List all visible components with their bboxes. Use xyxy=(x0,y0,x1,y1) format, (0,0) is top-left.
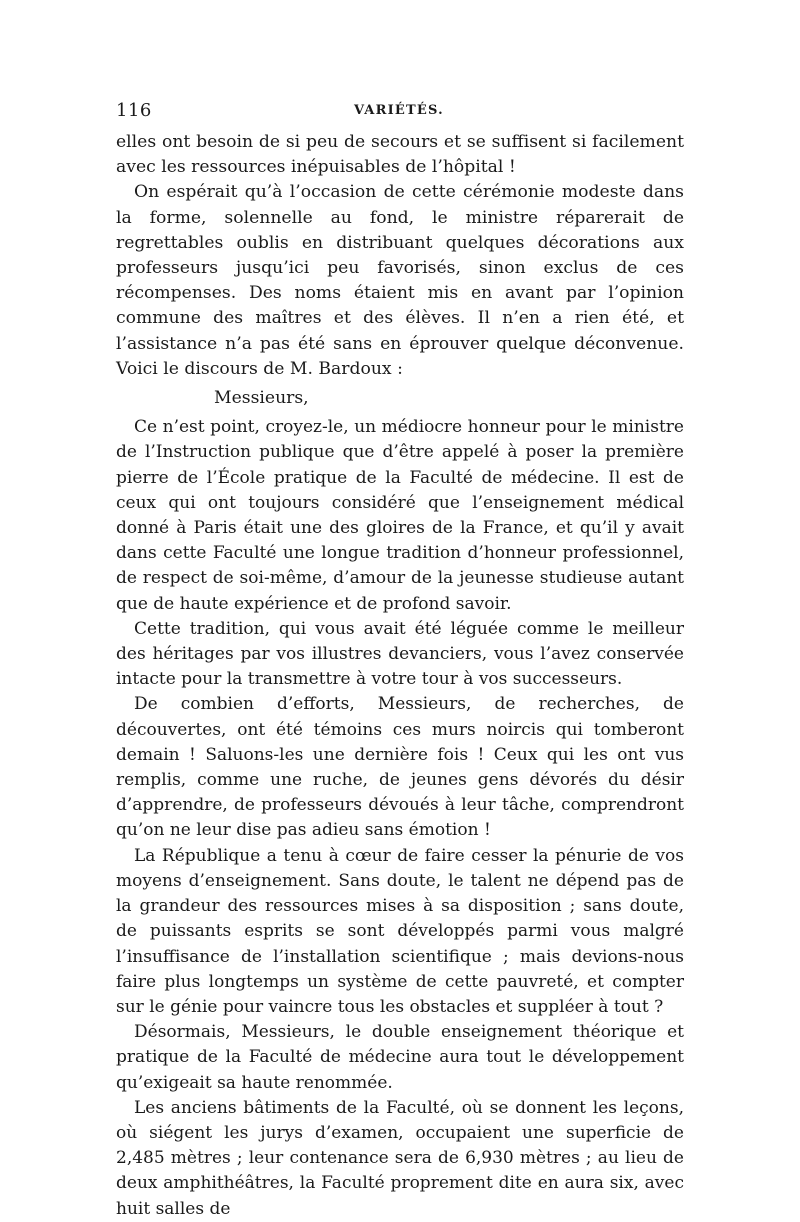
book-page xyxy=(116,100,684,1222)
running-head xyxy=(116,100,684,124)
speech-paragraph: Ce n’est point, croyez-le, un médiocre honneur pour le ministre de l’Instruction publique que d’être appelé à poser la première pierre de l’École pratique de la Faculté de médecine. Il est de ceux qui ont toujours considéré que l’enseignement médical donné à Paris était une des gloires de la France, et qu’il y avait dans cette Faculté une longue tradition d’honneur professionnel, de respect de soi-même, d’amour de la jeunesse studieuse autant que de haute expérience et de profond savoir. xyxy=(116,417,684,614)
speech-paragraph: De combien d’efforts, Messieurs, de recherches, de découvertes, ont été témoins ces murs noircis qui tomberont demain ! Saluons-les une dernière fois ! Ceux qui les ont vus remplis, comme une ruche, de jeunes gens dévorés du désir d’apprendre, de professeurs dévoués à leur tâche, comprendront qu’on ne leur dise pas adieu sans émotion ! xyxy=(116,694,684,841)
speech-paragraph: Les anciens bâtiments de la Faculté, où se donnent les leçons, où siégent les jurys d’examen, occupaient une superficie de 2,485 mètres ; leur contenance sera de 6,930 mètres ; au lieu de deux amphithéâtres, la Faculté proprement dite en aura six, avec huit salles de xyxy=(116,1097,684,1219)
speech-paragraph: La République a tenu à cœur de faire cesser la pénurie de vos moyens d’enseignement. Sans doute, le talent ne dépend pas de la grandeur des ressources mises à sa disposition ; sans doute, de puissants esprits se sont développés parmi vous malgré l’insuffisance de l’installation scientifique ; mais devions-nous faire plus longtemps un système de cette pauvreté, et compter sur le génie pour vaincre tous les obstacles et suppléer à tout ? xyxy=(116,845,684,1017)
speech-paragraph: Cette tradition, qui vous avait été léguée comme le meilleur des héritages par vos illustres devanciers, vous l’avez conservée intacte pour la transmettre à votre tour à vos successeurs. xyxy=(116,618,684,690)
speech-salutation: Messieurs, xyxy=(214,388,309,409)
speech-paragraph: Désormais, Messieurs, le double enseignement théorique et pratique de la Faculté de médecine aura tout le développement qu’exigeait sa haute renommée. xyxy=(116,1022,684,1093)
page-number: 116 xyxy=(116,100,152,121)
paragraph-continuation: elles ont besoin de si peu de secours et se suffisent si facilement avec les ressources inépuisables de l’hôpital ! xyxy=(116,132,684,178)
body-text xyxy=(116,130,684,1222)
paragraph-narrative: On espérait qu’à l’occasion de cette cérémonie modeste dans la forme, solennelle au fond, le ministre réparerait de regrettables oublis en distribuant quelques décorations aux professeurs jusqu’ici peu favorisés, sinon exclus de ces récompenses. Des noms étaient mis en avant par l’opinion commune des maîtres et des élèves. Il n’en a rien été, et l’assistance n’a pas été sans en éprouver quelque déconvenue. Voici le discours de M. Bardoux : xyxy=(116,182,684,379)
section-title: VARIÉTÉS. xyxy=(354,103,444,118)
